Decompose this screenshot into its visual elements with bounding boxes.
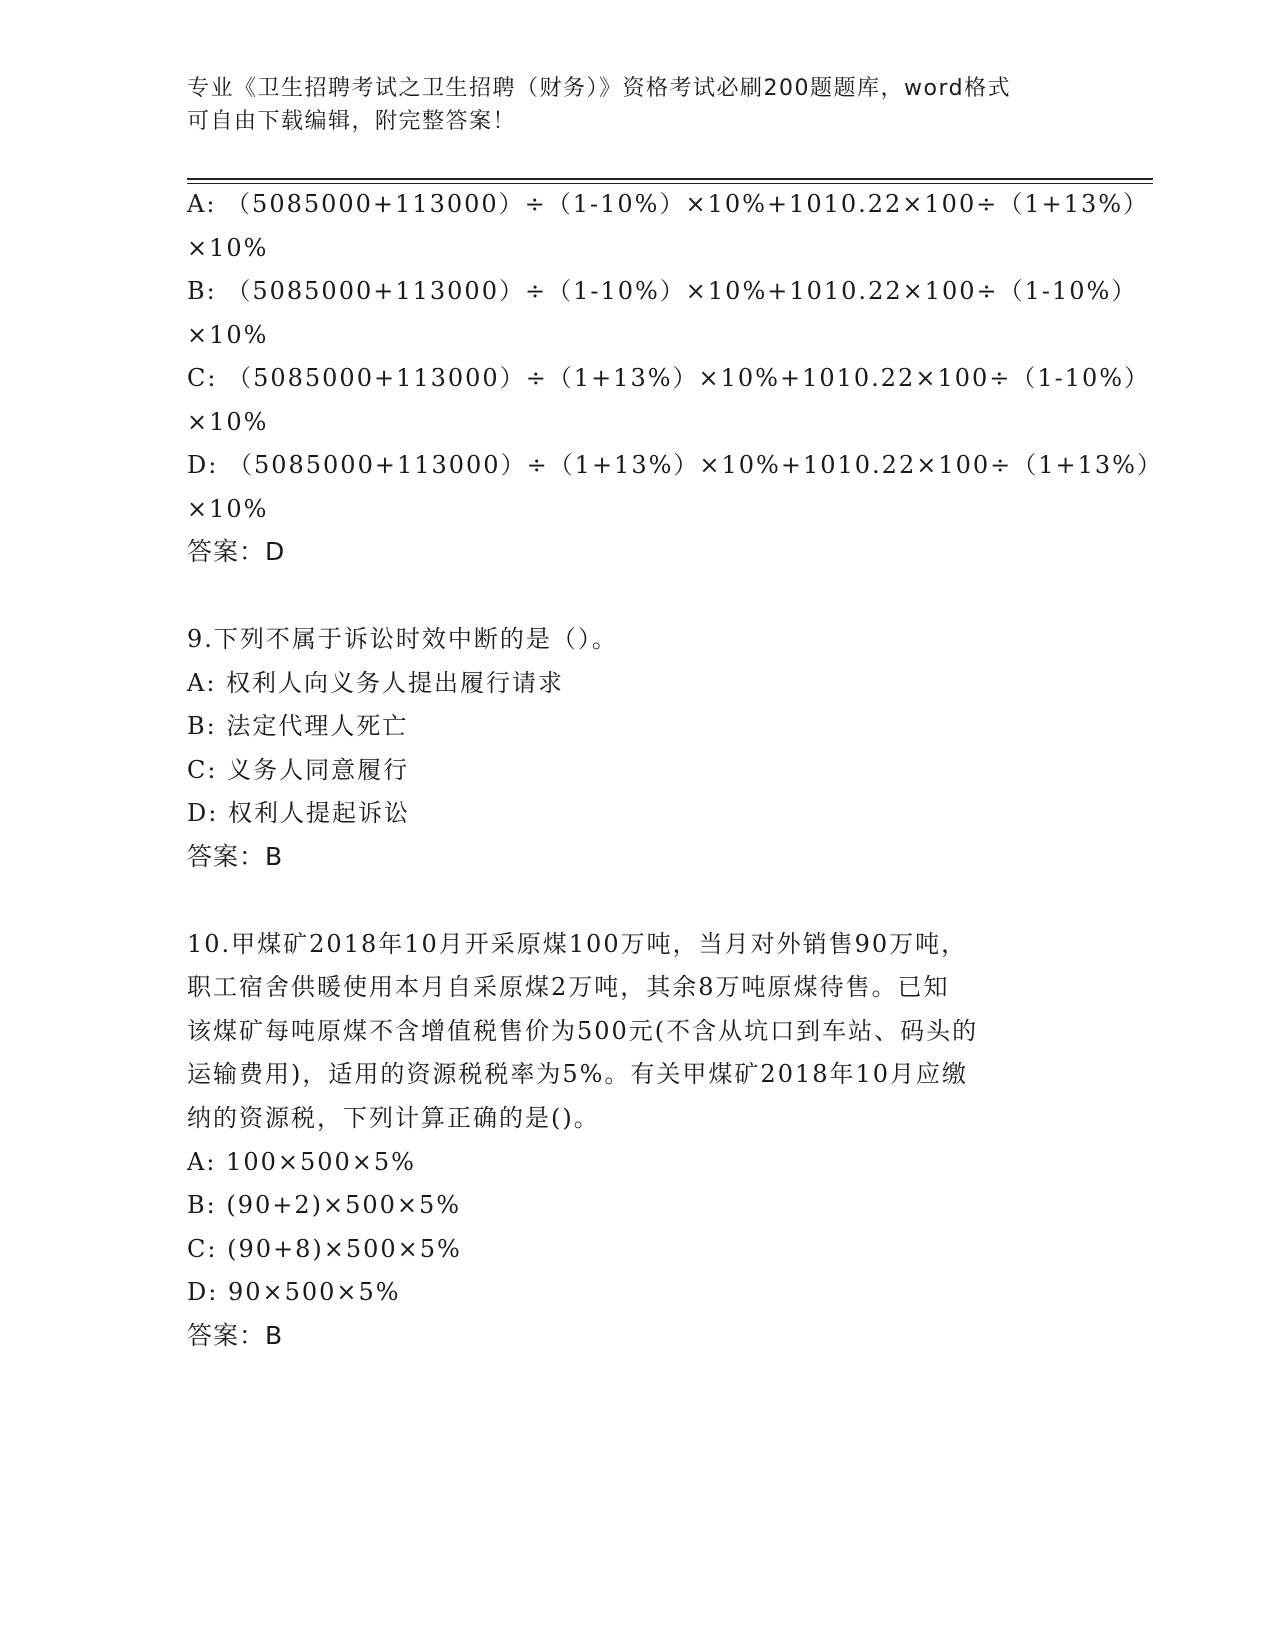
q8-option-a-line-2: ×10%: [187, 234, 269, 262]
header-title-line-2: 可自由下载编辑，附完整答案！: [187, 109, 517, 134]
q9-option-a: A: 权利人向义务人提出履行请求: [187, 669, 565, 697]
q10-option-c: C: (90+8)×500×5%: [187, 1235, 462, 1263]
q10-question-line-3: 该煤矿每吨原煤不含增值税售价为500元(不含从坑口到车站、码头的: [187, 1017, 979, 1045]
q10-question-line-1: 10.甲煤矿2018年10月开采原煤100万吨，当月对外销售90万吨，: [187, 930, 968, 958]
q9-question: 9.下列不属于诉讼时效中断的是（）。: [187, 625, 618, 653]
q9-option-b: B: 法定代理人死亡: [187, 712, 409, 740]
q10-option-a: A: 100×500×5%: [187, 1148, 416, 1176]
q10-option-d: D: 90×500×5%: [187, 1278, 401, 1306]
q9-answer: 答案：B: [187, 842, 284, 871]
q8-option-d-line-2: ×10%: [187, 495, 269, 523]
q10-question-line-5: 纳的资源税，下列计算正确的是()。: [187, 1104, 600, 1132]
q8-answer: 答案：D: [187, 537, 286, 566]
q9-option-c: C: 义务人同意履行: [187, 756, 410, 784]
q10-question-line-2: 职工宿舍供暖使用本月自采原煤2万吨，其余8万吨原煤待售。已知: [187, 973, 950, 1001]
q8-option-d-line-1: D: （5085000+113000）÷（1+13%）×10%+1010.22×100÷（1+13%）: [187, 451, 1163, 479]
q8-option-c-line-1: C: （5085000+113000）÷（1+13%）×10%+1010.22×100÷（1-10%）: [187, 364, 1151, 392]
q8-option-c-line-2: ×10%: [187, 408, 269, 436]
document-header: [187, 72, 1067, 138]
header-divider-thin: [187, 183, 1153, 184]
q8-option-b-line-2: ×10%: [187, 321, 269, 349]
q10-answer: 答案：B: [187, 1321, 284, 1350]
q8-option-a-line-1: A: （5085000+113000）÷（1-10%）×10%+1010.22×100÷（1+13%）: [187, 190, 1150, 218]
q8-option-b-line-1: B: （5085000+113000）÷（1-10%）×10%+1010.22×100÷（1-10%）: [187, 277, 1138, 305]
q9-option-d: D: 权利人提起诉讼: [187, 799, 410, 827]
q10-option-b: B: (90+2)×500×5%: [187, 1191, 462, 1219]
header-divider-thick: [187, 178, 1153, 180]
header-title-line-1: 专业《卫生招聘考试之卫生招聘（财务）》资格考试必刷200题题库，word格式: [187, 76, 1012, 101]
q10-question-line-4: 运输费用)，适用的资源税税率为5%。有关甲煤矿2018年10月应缴: [187, 1060, 969, 1088]
